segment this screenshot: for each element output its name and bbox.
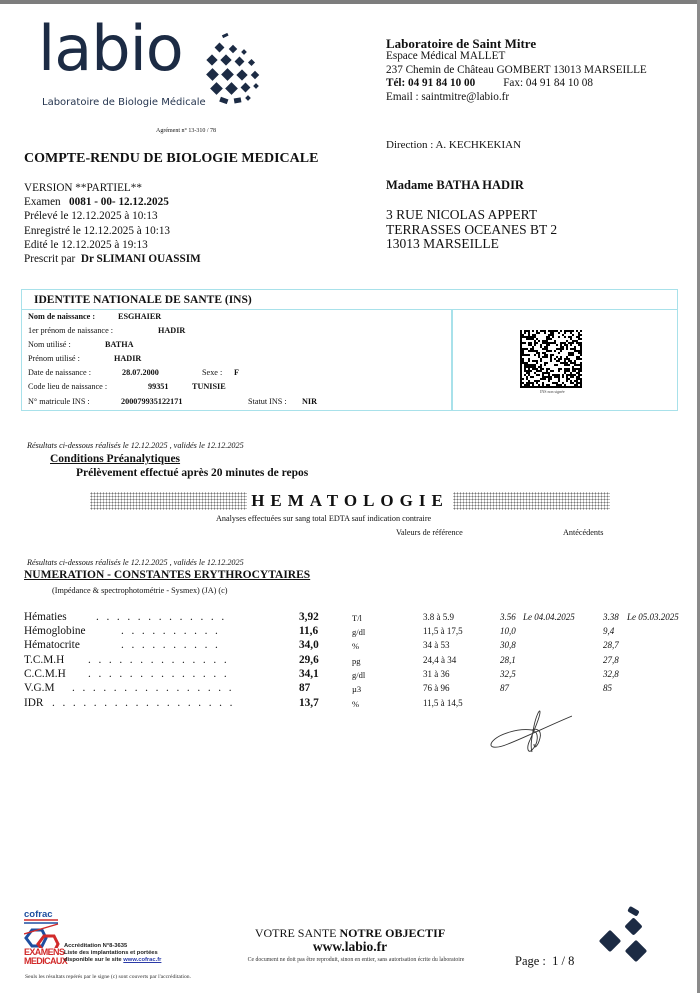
result-antecedent-1: 3.56 [500,612,516,622]
numeration-method: (Impédance & spectrophotométrie - Sysmex) (JA) (c) [52,586,228,595]
result-reference: 3.8 à 5.9 [423,612,454,622]
result-antecedent-1: 32,5 [500,669,516,679]
result-antecedent-1: 87 [500,683,509,693]
lab-info [386,37,647,104]
patient-address [386,208,557,252]
result-leader-dots: . . . . . . . . . . . . . . [88,668,230,680]
antecedents-header: Antécédents [563,528,604,537]
result-leader-dots: . . . . . . . . . . [121,625,221,637]
accreditation-number: Accréditation N°8-3635 [64,943,128,949]
result-antecedent-1: 30,8 [500,640,516,650]
nom-utilise-value: BATHA [105,340,134,349]
numeration-validation: Résultats ci-dessous réalisés le 12.12.2025 , validés le 12.12.2025 [27,558,244,567]
result-value: 3,92 [299,611,319,623]
page-label: Page : [515,954,546,968]
result-reference: 31 à 36 [423,669,450,679]
matricule-value: 200079935122171 [121,397,183,406]
patient-address-line: 13013 MARSEILLE [386,236,499,251]
result-unit: pg [352,656,361,666]
nom-naissance-value: ESGHAIER [118,312,162,321]
result-name: C.C.M.H [24,668,66,680]
statut-value: NIR [302,397,318,406]
prenom-utilise-value: HADIR [114,354,142,363]
result-reference: 76 à 96 [423,683,450,693]
lab-direction: Direction : A. KECHKEKIAN [386,139,522,151]
result-name: Hématocrite [24,639,80,651]
result-value: 29,6 [299,654,319,666]
result-row-vgm [0,682,700,696]
report-version: VERSION **PARTIEL** [24,182,142,194]
labio-diamonds-icon [598,905,654,967]
lab-address: 237 Chemin de Château GOMBERT 13013 MARSEILLE [386,63,647,76]
result-name: V.G.M [24,682,55,694]
result-unit: T/l [352,613,362,623]
result-leader-dots: . . . . . . . . . . . . . . . . . . [52,697,235,709]
enregistre-date: Enregistré le 12.12.2025 à 10:13 [24,224,171,237]
numeration-title: NUMERATION - CONSTANTES ERYTHROCYTAIRES [24,569,311,581]
exam-info [24,181,201,266]
page-number: 1 / 8 [552,954,575,968]
result-value: 34,0 [299,639,319,651]
sexe-label: Sexe : [202,368,223,377]
statut-label: Statut INS : [248,397,287,406]
result-name: T.C.M.H [24,654,65,666]
preanalytic-validation: Résultats ci-dessous réalisés le 12.12.2025 , validés le 12.12.2025 [27,441,244,450]
accreditation-note: Seuls les résultats repérés par le signe (c) sont couverts par l'accréditation. [25,974,191,980]
nom-utilise-label: Nom utilisé : [28,340,71,349]
signature-icon [488,708,572,754]
result-antecedent-2-date: Le 05.03.2025 [627,612,679,622]
accreditation-list: Liste des implantations et portées [64,950,158,956]
prenom-utilise-label: Prénom utilisé : [28,354,80,363]
result-antecedent-2: 85 [603,683,612,693]
result-reference: 11,5 à 17,5 [423,626,463,636]
cofrac-logo-text: cofrac [24,909,53,920]
result-value: 87 [299,682,311,694]
ins-divider [451,309,453,410]
date-naissance-label: Date de naissance : [28,368,91,377]
patient-address-line: 3 RUE NICOLAS APPERT [386,207,538,222]
ins-header [22,290,677,310]
analyses-note: Analyses effectuées sur sang total EDTA sauf indication contraire [216,514,432,523]
logo-dots-icon [204,32,264,110]
result-name: Hémoglobine [24,625,86,637]
result-name: Hématies [24,611,67,623]
result-unit: g/dl [352,627,366,637]
qr-caption: INS non signée [540,389,565,394]
result-row-ccmh [0,668,700,682]
result-reference: 24,4 à 34 [423,655,457,665]
result-antecedent-2: 27,8 [603,655,619,665]
prenom-naissance-label: 1er prénom de naissance : [28,326,114,335]
examen-value: 0081 - 00- 12.12.2025 [69,196,169,209]
date-naissance-value: 28.07.2000 [122,368,159,377]
result-row-hemoglobine [0,625,700,639]
cofrac-link[interactable]: www.cofrac.fr [123,957,162,963]
patient-name: Madame BATHA HADIR [386,178,524,192]
result-unit: µ3 [352,684,362,694]
prescrit-label: Prescrit par [24,253,76,266]
reference-values-header: Valeurs de référence [396,528,463,537]
result-leader-dots: . . . . . . . . . . [121,639,221,651]
logo-wordmark: labio [38,12,183,85]
slogan-bold: NOTRE OBJECTIF [339,926,446,940]
hematologie-title: HEMATOLOGIE [247,491,453,510]
lab-tel: Tél: 04 91 84 10 00 [386,77,476,90]
reproduction-notice: Ce document ne doit pas être reproduit, sinon en entier, sans autorisation écrite du laboratoire [247,957,465,963]
datamatrix-code-icon [520,330,582,388]
result-row-tcmh [0,654,700,668]
result-reference: 34 à 53 [423,640,450,650]
prenom-naissance-value: HADIR [158,326,186,335]
result-antecedent-1-date: Le 04.04.2025 [523,612,575,622]
lab-building: Espace Médical MALLET [386,50,506,63]
nom-naissance-label: Nom de naissance : [28,312,96,321]
cofrac-examens: EXAMENS [24,947,65,957]
hematologie-banner [90,492,610,510]
result-reference: 11,5 à 14,5 [423,698,463,708]
result-unit: % [352,641,360,651]
result-antecedent-1: 28,1 [500,655,516,665]
cofrac-medicaux: MEDICAUX [24,956,68,966]
result-antecedent-2: 32,8 [603,669,619,679]
result-unit: % [352,699,360,709]
code-lieu-label: Code lieu de naissance : [28,382,108,391]
result-antecedent-2: 28,7 [603,640,619,650]
accreditation-available: disponible sur le site [64,957,122,963]
result-value: 34,1 [299,668,319,680]
result-value: 11,6 [299,625,319,637]
lab-name: Laboratoire de Saint Mitre [386,36,537,51]
result-row-idr [0,697,700,711]
result-leader-dots: . . . . . . . . . . . . . . . . [72,682,234,694]
prescriber-name: Dr SLIMANI OUASSIM [80,253,201,266]
result-antecedent-2: 9,4 [603,626,615,636]
result-antecedent-2: 3.38 [603,612,619,622]
result-leader-dots: . . . . . . . . . . . . . . [88,654,230,666]
sexe-value: F [234,368,240,377]
window-top-bar [0,0,700,4]
ins-title: IDENTITE NATIONALE DE SANTE (INS) [34,294,252,306]
slogan-plain: VOTRE SANTE [254,926,340,940]
logo-tagline: Laboratoire de Biologie Médicale [42,97,206,108]
examen-label: Examen [24,196,61,209]
matricule-label: N° matricule INS : [28,397,90,406]
preanalytic-title: Conditions Préanalytiques [50,453,181,465]
report-title: COMPTE-RENDU DE BIOLOGIE MEDICALE [24,151,319,166]
patient-address-line: TERRASSES OCEANES BT 2 [386,221,558,237]
result-unit: g/dl [352,670,366,680]
result-name: IDR [24,697,44,709]
result-leader-dots: . . . . . . . . . . . . . [96,611,227,623]
preleve-date: Prélevé le 12.12.2025 à 10:13 [24,210,158,223]
lab-email: Email : saintmitre@labio.fr [386,90,510,103]
result-row-hematies [0,611,700,625]
agrement-number: Agrément n° 13-310 / 78 [156,128,217,134]
preanalytic-text: Prélèvement effectué après 20 minutes de repos [76,467,309,479]
code-lieu-value: 99351 [148,382,169,391]
result-antecedent-1: 10,0 [500,626,516,636]
result-value: 13,7 [299,697,319,709]
footer-website[interactable]: www.labio.fr [312,939,388,954]
page-indicator [515,954,574,969]
edite-date: Edité le 12.12.2025 à 19:13 [24,238,148,251]
result-row-hematocrite [0,639,700,653]
lab-fax: Fax: 04 91 84 10 08 [503,77,593,90]
pays-naissance: TUNISIE [192,382,226,391]
